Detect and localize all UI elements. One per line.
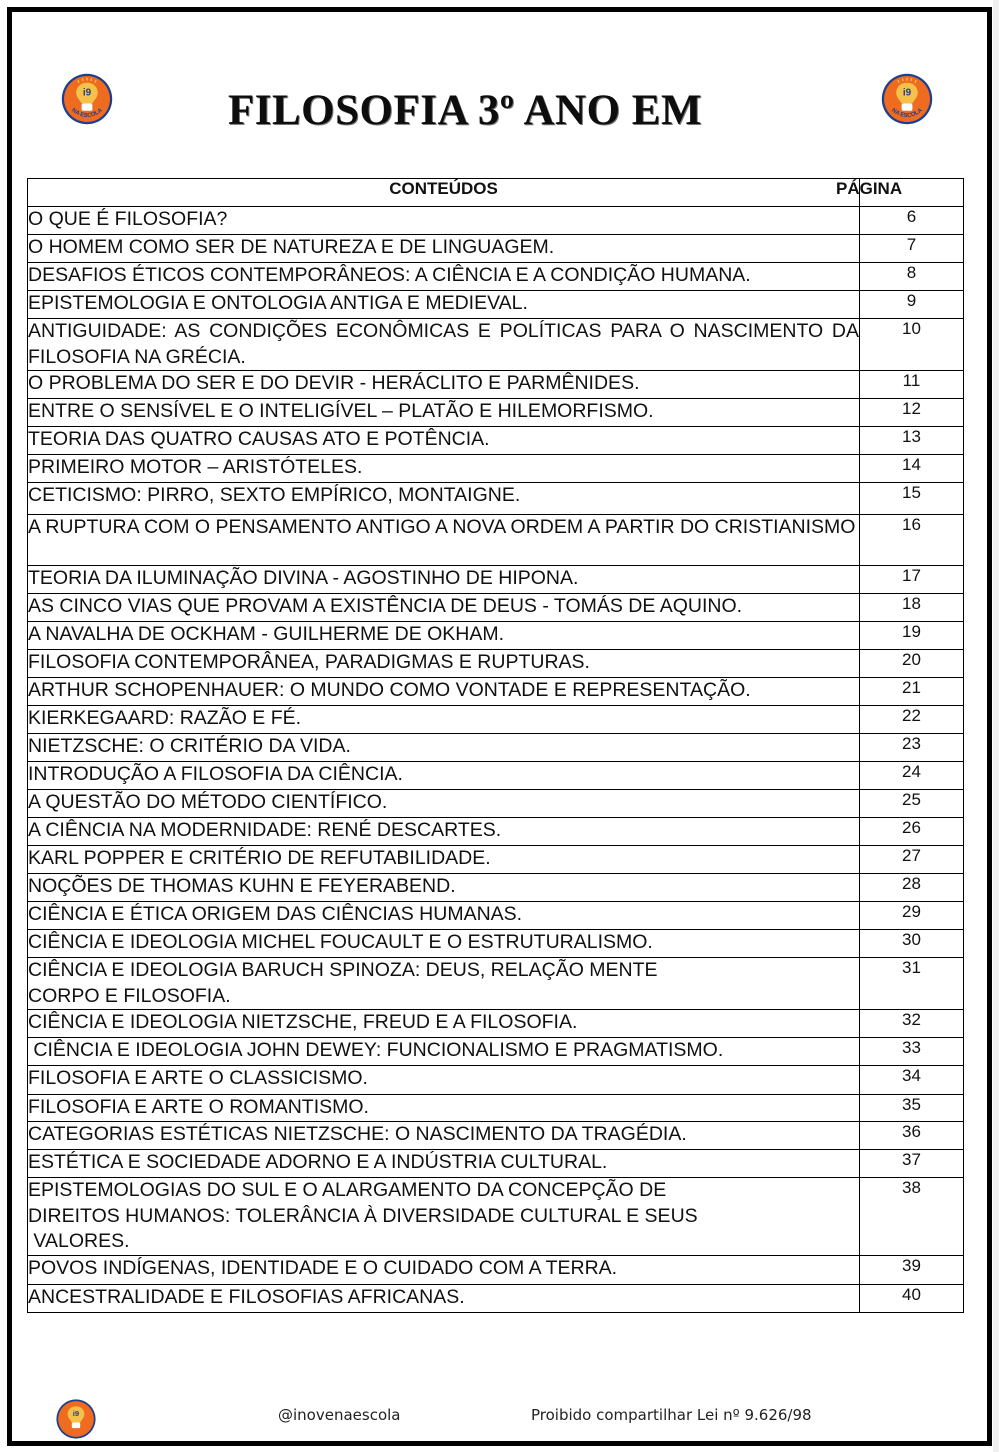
- page-number-cell: 38: [860, 1178, 964, 1256]
- svg-text:i9: i9: [82, 87, 92, 99]
- topic-cell: ANCESTRALIDADE E FILOSOFIAS AFRICANAS.: [28, 1284, 860, 1312]
- table-row: [28, 1122, 964, 1150]
- table-row: [28, 483, 964, 515]
- contents-table: [27, 178, 964, 1313]
- table-row: [28, 1038, 964, 1066]
- topic-cell: KARL POPPER E CRITÉRIO DE REFUTABILIDADE.: [28, 846, 860, 874]
- logo-footer-icon: [55, 1398, 97, 1440]
- topic-cell: O QUE É FILOSOFIA?: [28, 207, 860, 235]
- page-number-cell: 40: [860, 1284, 964, 1312]
- page-number-cell: 21: [860, 678, 964, 706]
- column-header-contents: CONTEÚDOS: [28, 179, 860, 207]
- table-row: [28, 622, 964, 650]
- table-body: [28, 207, 964, 1313]
- table-row: [28, 263, 964, 291]
- page-number-cell: 15: [860, 483, 964, 515]
- topic-cell: DESAFIOS ÉTICOS CONTEMPORÂNEOS: A CIÊNCIA E A CONDIÇÃO HUMANA.: [28, 263, 860, 291]
- logo-left-icon: [60, 72, 114, 126]
- page-edge-shadow: [993, 0, 999, 1452]
- page-number-cell: 16: [860, 515, 964, 566]
- table-row: [28, 762, 964, 790]
- topic-cell: CETICISMO: PIRRO, SEXTO EMPÍRICO, MONTAIGNE.: [28, 483, 860, 515]
- table-row: [28, 319, 964, 371]
- table-row: [28, 818, 964, 846]
- topic-cell: A CIÊNCIA NA MODERNIDADE: RENÉ DESCARTES.: [28, 818, 860, 846]
- svg-text:i9: i9: [902, 87, 912, 99]
- topic-cell: POVOS INDÍGENAS, IDENTIDADE E O CUIDADO COM A TERRA.: [28, 1255, 860, 1284]
- topic-cell: CIÊNCIA E IDEOLOGIA BARUCH SPINOZA: DEUS, RELAÇÃO MENTE CORPO E FILOSOFIA.: [28, 958, 860, 1010]
- topic-cell: O PROBLEMA DO SER E DO DEVIR - HERÁCLITO E PARMÊNIDES.: [28, 371, 860, 399]
- page-number-cell: 30: [860, 930, 964, 958]
- topic-cell: A QUESTÃO DO MÉTODO CIENTÍFICO.: [28, 790, 860, 818]
- svg-text:i9: i9: [72, 1409, 80, 1419]
- table-row: [28, 1066, 964, 1095]
- page-number-cell: 27: [860, 846, 964, 874]
- page-number-cell: 26: [860, 818, 964, 846]
- table-row: [28, 1150, 964, 1178]
- table-row: [28, 1178, 964, 1256]
- table-row: [28, 650, 964, 678]
- table-row: [28, 846, 964, 874]
- page-number-cell: 37: [860, 1150, 964, 1178]
- page-number-cell: 29: [860, 902, 964, 930]
- page-number-cell: 7: [860, 235, 964, 263]
- table-row: [28, 291, 964, 319]
- topic-cell: CIÊNCIA E IDEOLOGIA MICHEL FOUCAULT E O ESTRUTURALISMO.: [28, 930, 860, 958]
- page-number-cell: 33: [860, 1038, 964, 1066]
- table-row: [28, 958, 964, 1010]
- topic-cell: CIÊNCIA E ÉTICA ORIGEM DAS CIÊNCIAS HUMANAS.: [28, 902, 860, 930]
- table-row: [28, 1095, 964, 1122]
- topic-cell: ESTÉTICA E SOCIEDADE ADORNO E A INDÚSTRIA CULTURAL.: [28, 1150, 860, 1178]
- topic-cell: A NAVALHA DE OCKHAM - GUILHERME DE OKHAM.: [28, 622, 860, 650]
- table-row: [28, 1284, 964, 1312]
- topic-cell: PRIMEIRO MOTOR – ARISTÓTELES.: [28, 455, 860, 483]
- footer-handle: @inovenaescola: [278, 1406, 401, 1424]
- topic-cell: NOÇÕES DE THOMAS KUHN E FEYERABEND.: [28, 874, 860, 902]
- page-number-cell: 23: [860, 734, 964, 762]
- topic-cell: AS CINCO VIAS QUE PROVAM A EXISTÊNCIA DE DEUS - TOMÁS DE AQUINO.: [28, 594, 860, 622]
- topic-cell: CIÊNCIA E IDEOLOGIA NIETZSCHE, FREUD E A FILOSOFIA.: [28, 1010, 860, 1038]
- page-number-cell: 10: [860, 319, 964, 371]
- page-number-cell: 20: [860, 650, 964, 678]
- topic-cell: O HOMEM COMO SER DE NATUREZA E DE LINGUAGEM.: [28, 235, 860, 263]
- topic-cell: EPISTEMOLOGIAS DO SUL E O ALARGAMENTO DA CONCEPÇÃO DE DIREITOS HUMANOS: TOLERÂNCIA À DIVERSIDADE CULTURAL E SEUS VALORES.: [28, 1178, 860, 1256]
- table-row: [28, 874, 964, 902]
- table-row: [28, 706, 964, 734]
- topic-cell: NIETZSCHE: O CRITÉRIO DA VIDA.: [28, 734, 860, 762]
- table-row: [28, 930, 964, 958]
- table-row: [28, 371, 964, 399]
- page-number-cell: 18: [860, 594, 964, 622]
- page-number-cell: 9: [860, 291, 964, 319]
- page-number-cell: 12: [860, 399, 964, 427]
- topic-cell: FILOSOFIA E ARTE O ROMANTISMO.: [28, 1095, 860, 1122]
- table-row: [28, 399, 964, 427]
- table-row: [28, 207, 964, 235]
- page-number-cell: 13: [860, 427, 964, 455]
- topic-cell: CATEGORIAS ESTÉTICAS NIETZSCHE: O NASCIMENTO DA TRAGÉDIA.: [28, 1122, 860, 1150]
- table-row: [28, 902, 964, 930]
- topic-cell: INTRODUÇÃO A FILOSOFIA DA CIÊNCIA.: [28, 762, 860, 790]
- topic-cell: ANTIGUIDADE: AS CONDIÇÕES ECONÔMICAS E POLÍTICAS PARA O NASCIMENTO DA FILOSOFIA NA GRÉCIA.: [28, 319, 860, 371]
- page-number-cell: 28: [860, 874, 964, 902]
- page-number-cell: 39: [860, 1255, 964, 1284]
- table-row: [28, 790, 964, 818]
- footer-copyright-notice: Proibido compartilhar Lei nº 9.626/98: [531, 1406, 812, 1424]
- page-number-cell: 6: [860, 207, 964, 235]
- topic-cell: FILOSOFIA E ARTE O CLASSICISMO.: [28, 1066, 860, 1095]
- page-number-cell: 22: [860, 706, 964, 734]
- topic-cell: A RUPTURA COM O PENSAMENTO ANTIGO A NOVA ORDEM A PARTIR DO CRISTIANISMO: [28, 515, 860, 566]
- topic-cell: TEORIA DAS QUATRO CAUSAS ATO E POTÊNCIA.: [28, 427, 860, 455]
- page-number-cell: 11: [860, 371, 964, 399]
- page-number-cell: 14: [860, 455, 964, 483]
- table-row: [28, 427, 964, 455]
- column-header-page-label: PÁGINA: [836, 179, 903, 198]
- table-row: [28, 515, 964, 566]
- table-row: [28, 1010, 964, 1038]
- topic-cell: KIERKEGAARD: RAZÃO E FÉ.: [28, 706, 860, 734]
- page-number-cell: 8: [860, 263, 964, 291]
- table-row: [28, 678, 964, 706]
- table-row: [28, 1255, 964, 1284]
- page-title: FILOSOFIA 3º ANO EM: [227, 87, 703, 134]
- page-number-cell: 36: [860, 1122, 964, 1150]
- svg-text:NA ESCOLA: NA ESCOLA: [890, 107, 924, 120]
- page-number-cell: 35: [860, 1095, 964, 1122]
- topic-cell: ARTHUR SCHOPENHAUER: O MUNDO COMO VONTADE E REPRESENTAÇÃO.: [28, 678, 860, 706]
- topic-cell: CIÊNCIA E IDEOLOGIA JOHN DEWEY: FUNCIONALISMO E PRAGMATISMO.: [28, 1038, 860, 1066]
- page-number-cell: 32: [860, 1010, 964, 1038]
- column-header-page: [836, 179, 964, 207]
- table-row: [28, 455, 964, 483]
- logo-right-icon: [880, 72, 934, 126]
- table-header-row: [28, 179, 964, 207]
- topic-cell: ENTRE O SENSÍVEL E O INTELIGÍVEL – PLATÃO E HILEMORFISMO.: [28, 399, 860, 427]
- page-number-cell: 17: [860, 566, 964, 594]
- page-number-cell: 34: [860, 1066, 964, 1095]
- topic-cell: TEORIA DA ILUMINAÇÃO DIVINA - AGOSTINHO DE HIPONA.: [28, 566, 860, 594]
- table-row: [28, 566, 964, 594]
- svg-text:NA ESCOLA: NA ESCOLA: [70, 107, 104, 120]
- page-number-cell: 24: [860, 762, 964, 790]
- page-number-cell: 19: [860, 622, 964, 650]
- table-row: [28, 235, 964, 263]
- table-row: [28, 594, 964, 622]
- topic-cell: FILOSOFIA CONTEMPORÂNEA, PARADIGMAS E RUPTURAS.: [28, 650, 860, 678]
- topic-cell: EPISTEMOLOGIA E ONTOLOGIA ANTIGA E MEDIEVAL.: [28, 291, 860, 319]
- table-row: [28, 734, 964, 762]
- page-number-cell: 31: [860, 958, 964, 1010]
- page-number-cell: 25: [860, 790, 964, 818]
